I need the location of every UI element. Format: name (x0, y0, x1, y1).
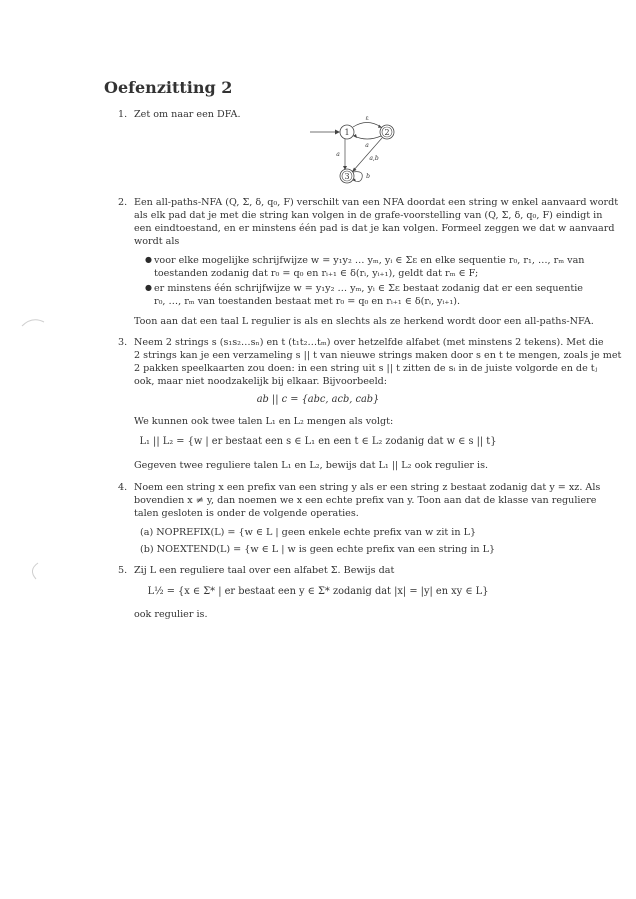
edge-label-epsilon: ε (365, 115, 369, 122)
exercise-5-number: 5. (118, 565, 128, 576)
edge-label-b: b (366, 173, 370, 180)
exercise-2-conclusion: Toon aan dat een taal L regulier is als en slechts als ze herkend wordt door een all-paths-NFA. (134, 316, 594, 327)
scan-margin-mark (22, 560, 46, 582)
exercise-5-conclusion: ook regulier is. (134, 609, 208, 620)
exercise-2-line-2: als elk pad dat je met die string kan volgen in de grafe-voorstelling van (Q, Σ, δ, q₀, F) eindigt in (134, 210, 603, 221)
bullet-dot: ● (145, 255, 152, 264)
exercise-4-line-2: bovendien x ≠ y, dan noemen we x een echte prefix van y. Toon aan dat de klasse van reguliere (134, 495, 597, 506)
edge-1-2-epsilon (353, 123, 381, 128)
edge-2-1-a (354, 136, 381, 139)
exercise-3-mix-definition: L₁ || L₂ = {w | er bestaat een s ∈ L₁ en een t ∈ L₂ zodanig dat w ∈ s || t} (139, 436, 497, 447)
page-title: Oefenzitting 2 (104, 78, 233, 97)
edge-arrowhead (378, 125, 382, 128)
exercise-1-number: 1. (118, 109, 128, 120)
exercise-4-number: 4. (118, 482, 128, 493)
exercise-3-mix-intro: We kunnen ook twee talen L₁ en L₂ mengen als volgt: (134, 416, 394, 427)
exercise-5-formula: L½ = {x ∈ Σ* | er bestaat een y ∈ Σ* zodanig dat |x| = |y| en xy ∈ L} (147, 586, 489, 597)
exercise-2-line-4: wordt als (134, 236, 180, 247)
exercise-2-number: 2. (118, 197, 128, 208)
exercise-3-line-4: ook, maar niet noodzakelijk bij elkaar. Bijvoorbeeld: (134, 376, 388, 387)
exercise-4-part-a: (a) NOPREFIX(L) = {w ∈ L | geen enkele echte prefix van w zit in L} (140, 527, 477, 538)
exercise-2-line-3: een eindtoestand, en er minstens één pad is dat je kan volgen. Formeel zeggen we dat w aanvaard (134, 223, 615, 234)
start-arrowhead (335, 130, 340, 135)
state-3-label: 3 (344, 172, 350, 181)
nfa-diagram (300, 112, 420, 190)
exercise-3-line-3: 2 pakken speelkaarten zou doen: in een string uit s || t zitten de sᵢ in de juiste volgorde en de tⱼ (134, 363, 598, 374)
exercise-3-line-2: 2 strings kan je een verzameling s || t van nieuwe strings maken door s en t te mengen, zoals je met (134, 350, 622, 361)
exercise-2-line-1: Een all-paths-NFA (Q, Σ, δ, q₀, F) verschilt van een NFA doordat een string w enkel aanvaard wordt (134, 197, 619, 208)
exercise-2-bullet-1-line-2: toestanden zodanig dat r₀ = q₀ en rᵢ₊₁ ∈ δ(rᵢ, yᵢ₊₁), geldt dat rₘ ∈ F; (154, 268, 479, 279)
state-2-label: 2 (384, 128, 390, 137)
exercise-2-bullet-2-line-1: er minstens één schrijfwijze w = y₁y₂ … yₘ, yᵢ ∈ Σε bestaat zodanig dat er een sequentie (154, 283, 583, 294)
exercise-1-text: Zet om naar een DFA. (134, 109, 241, 120)
exercise-3-number: 3. (118, 337, 128, 348)
bullet-dot: ● (145, 283, 152, 292)
scan-margin-mark (18, 312, 48, 332)
exercise-2-bullet-1-line-1: voor elke mogelijke schrijfwijze w = y₁y₂ … yₘ, yᵢ ∈ Σε en elke sequentie r₀, r₁, …, rₘ van (154, 255, 585, 266)
exercise-3-task: Gegeven twee reguliere talen L₁ en L₂, bewijs dat L₁ || L₂ ook regulier is. (134, 460, 489, 471)
state-1-label: 1 (344, 128, 350, 137)
exercise-4-line-3: talen gesloten is onder de volgende operaties. (134, 508, 359, 519)
exercise-4-part-b: (b) NOEXTEND(L) = {w ∈ L | w is geen echte prefix van een string in L} (140, 544, 496, 555)
edge-label-ab: a,b (369, 155, 379, 162)
edge-label-a-1-3: a (336, 151, 340, 158)
exercise-5-text: Zij L een reguliere taal over een alfabet Σ. Bewijs dat (134, 565, 395, 576)
exercise-4-line-1: Noem een string x een prefix van een string y als er een string z bestaat zodanig dat y = xz. Als (134, 482, 601, 493)
exercise-3-example: ab || c = {abc, acb, cab} (256, 394, 380, 405)
exercise-3-line-1: Neem 2 strings s (s₁s₂…sₙ) en t (t₁t₂…tₘ) over hetzelfde alfabet (met minstens 2 tekens). Met die (134, 337, 604, 348)
exercise-2-bullet-2-line-2: r₀, …, rₘ van toestanden bestaat met r₀ = q₀ en rᵢ₊₁ ∈ δ(rᵢ, yᵢ₊₁). (154, 296, 461, 307)
edge-label-a-2-1: a (365, 142, 369, 149)
